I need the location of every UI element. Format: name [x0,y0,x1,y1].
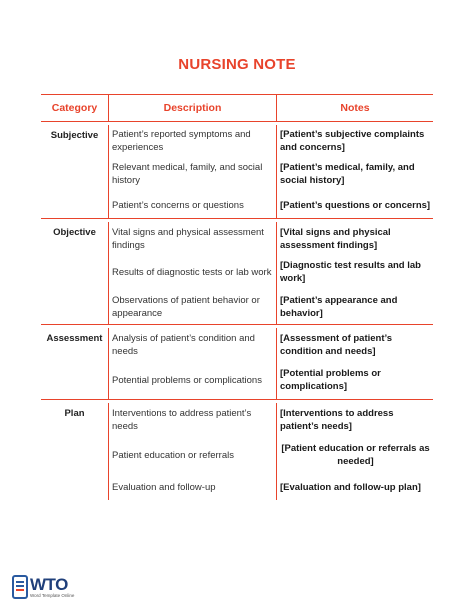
description-cell: Interventions to address patient’s needs [108,403,276,436]
table-row [108,192,433,218]
notes-cell: [Interventions to address patient’s needs] [276,403,433,436]
table-row [108,156,433,192]
table-row [108,122,433,156]
description-cell: Potential problems or complications [108,361,276,399]
group-subjective [41,122,433,219]
table-row [108,361,433,399]
table-row [108,219,433,255]
description-cell: Analysis of patient’s condition and needs [108,328,276,361]
page-title: NURSING NOTE [178,56,296,73]
notes-cell: [Diagnostic test results and lab work] [276,255,433,289]
description-cell: Observations of patient behavior or appearance [108,289,276,324]
notes-cell: [Patient’s medical, family, and social history] [276,156,433,192]
notes-cell: [Assessment of patient’s condition and needs] [276,328,433,361]
group-assessment [41,325,433,400]
description-cell: Patient’s reported symptoms and experiences [108,125,276,156]
document-icon [12,575,28,599]
table-row [108,289,433,324]
category-label: Plan [64,408,85,419]
logo-wordmark: WTO [30,574,68,594]
notes-cell: [Patient’s questions or concerns] [276,192,433,218]
table-row [108,474,433,500]
wto-logo [12,575,74,599]
notes-cell: [Patient education or referrals as needed] [276,436,433,474]
table-row [108,400,433,436]
description-cell: Results of diagnostic tests or lab work [108,255,276,289]
group-plan [41,400,433,500]
notes-cell: [Evaluation and follow-up plan] [276,474,433,500]
category-label: Assessment [46,333,103,344]
description-cell: Patient’s concerns or questions [108,192,276,218]
description-cell: Relevant medical, family, and social history [108,156,276,192]
table-row [108,325,433,361]
description-cell: Vital signs and physical assessment findings [108,222,276,255]
notes-cell: [Potential problems or complications] [276,361,433,399]
logo-tagline: Word Template Online [30,592,75,598]
table-row [108,436,433,474]
description-cell: Patient education or referrals [108,436,276,474]
notes-cell: [Vital signs and physical assessment findings] [276,222,433,255]
header-notes: Notes [276,95,433,121]
notes-cell: [Patient’s subjective complaints and concerns] [276,125,433,156]
category-label: Objective [53,227,96,238]
notes-cell: [Patient’s appearance and behavior] [276,289,433,324]
table-header [41,94,433,122]
header-category: Category [51,102,98,114]
description-cell: Evaluation and follow-up [108,474,276,500]
group-objective [41,219,433,325]
table-row [108,255,433,289]
category-label: Subjective [50,130,99,141]
nursing-note-table [41,94,433,500]
header-description: Description [108,95,276,121]
